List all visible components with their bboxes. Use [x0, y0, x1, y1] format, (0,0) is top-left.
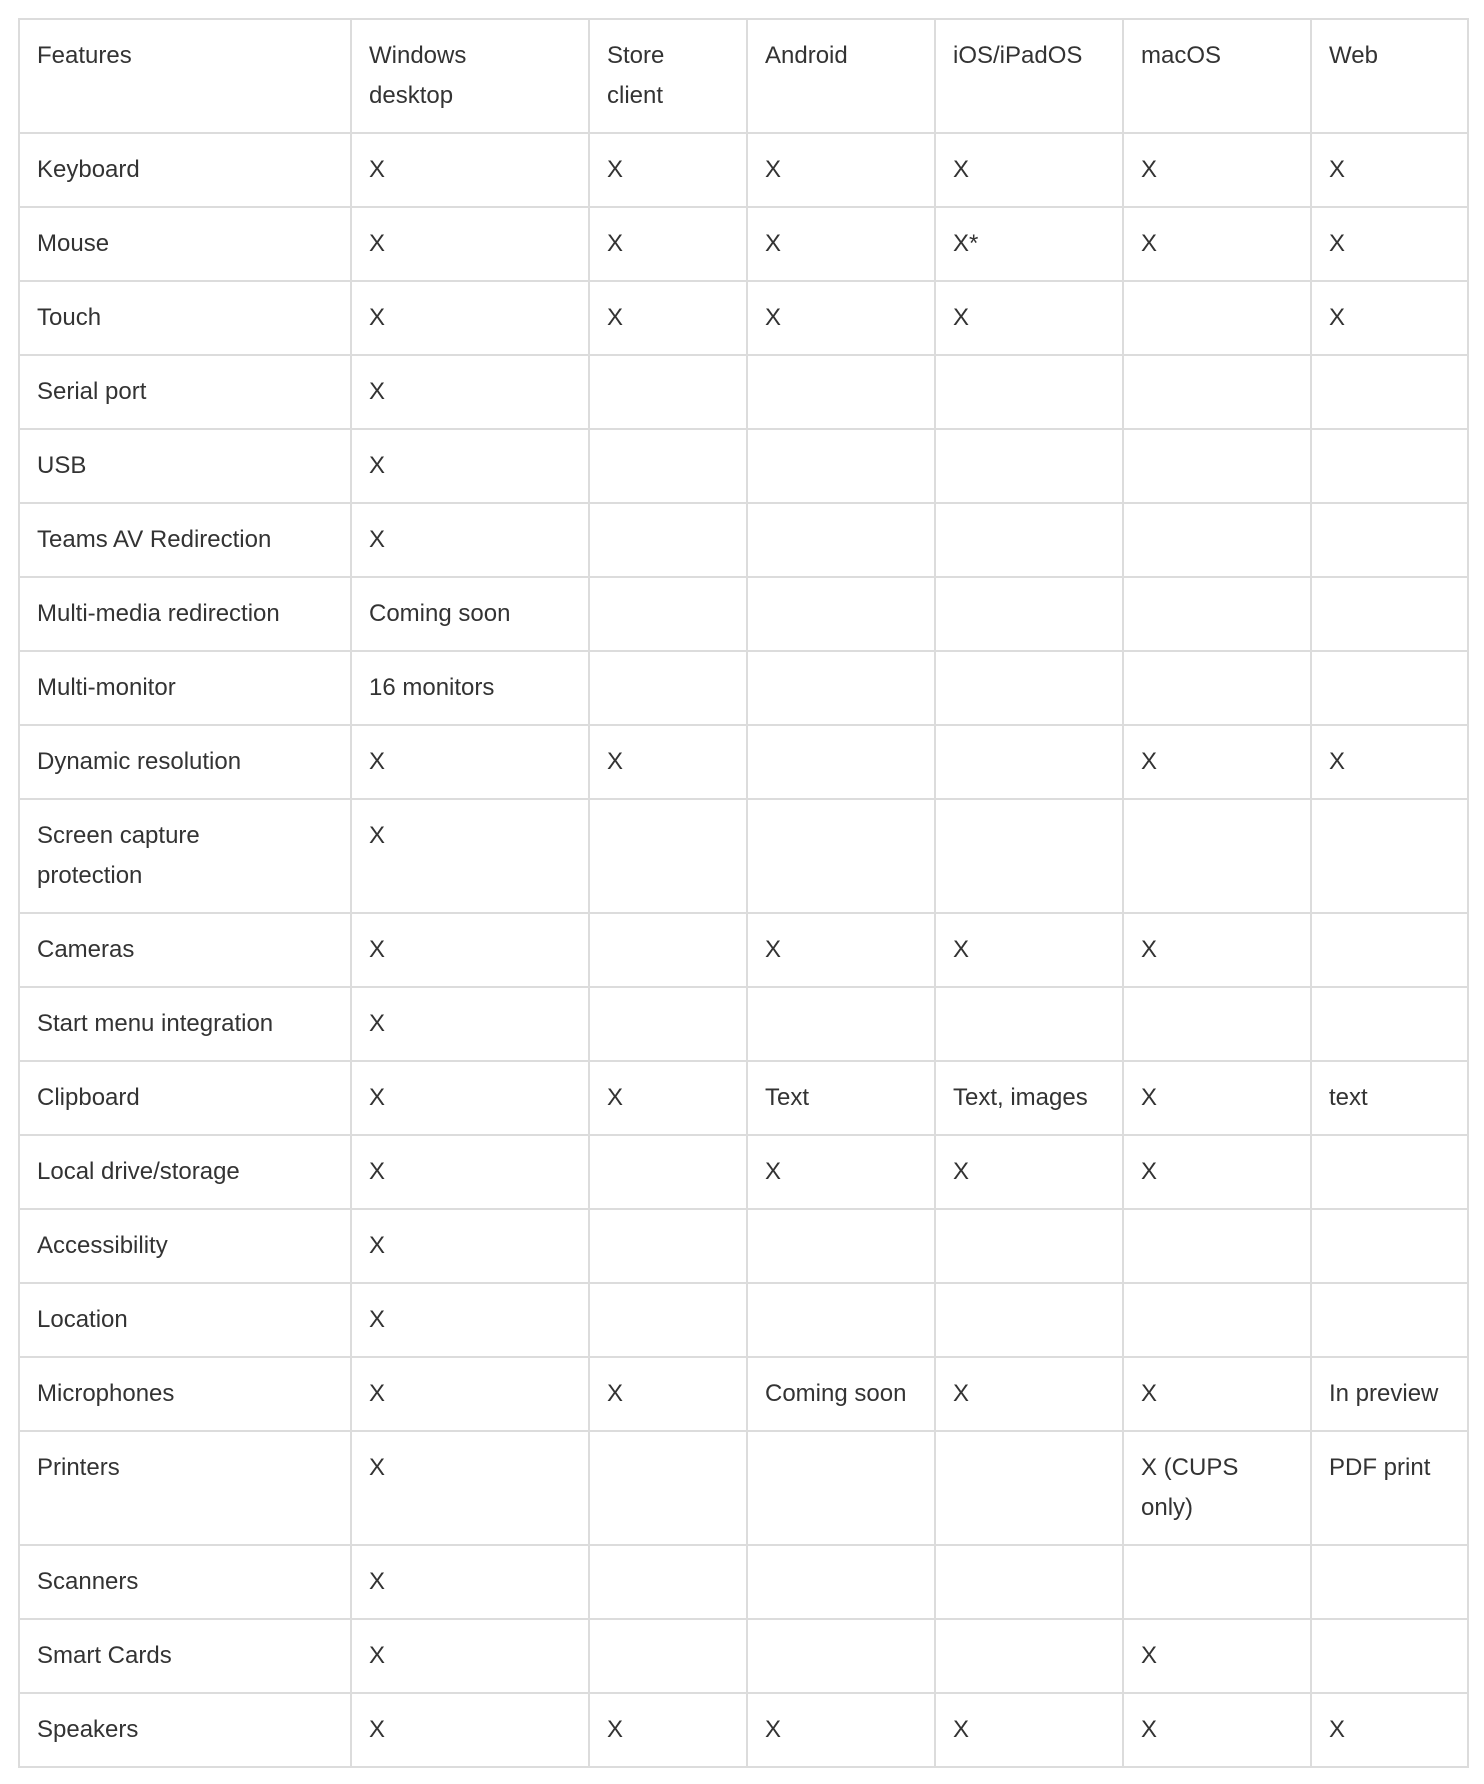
support-cell-android — [747, 725, 935, 799]
support-value: X — [369, 230, 386, 257]
table-row — [19, 429, 1468, 503]
feature-name: USB — [37, 452, 87, 479]
support-cell-android — [747, 1061, 935, 1135]
support-value: X — [765, 1716, 782, 1743]
feature-name-cell — [19, 651, 351, 725]
support-cell-ios-ipados — [935, 355, 1123, 429]
support-cell-ios-ipados — [935, 503, 1123, 577]
support-value: X — [1329, 304, 1346, 331]
support-cell-android — [747, 1619, 935, 1693]
support-value: X — [1141, 1642, 1158, 1669]
support-cell-android — [747, 503, 935, 577]
support-cell-macos — [1123, 1209, 1311, 1283]
support-value: X — [1141, 156, 1158, 183]
column-header-text: client — [607, 82, 664, 109]
support-cell-macos — [1123, 987, 1311, 1061]
feature-name: Printers — [37, 1454, 120, 1481]
support-cell-android — [747, 1693, 935, 1767]
support-value: X — [1329, 156, 1346, 183]
support-cell-windows-desktop — [351, 913, 589, 987]
feature-name: Serial port — [37, 378, 147, 405]
support-cell-windows-desktop — [351, 1431, 589, 1545]
support-value: X — [607, 1380, 624, 1407]
feature-name-cell — [19, 1135, 351, 1209]
support-cell-web — [1311, 1431, 1468, 1545]
feature-name-cell — [19, 913, 351, 987]
support-cell-windows-desktop — [351, 1357, 589, 1431]
support-cell-web — [1311, 1619, 1468, 1693]
support-cell-web — [1311, 1545, 1468, 1619]
support-value: X — [1141, 1716, 1158, 1743]
feature-name: Microphones — [37, 1380, 175, 1407]
support-cell-store-client — [589, 1545, 747, 1619]
support-cell-macos — [1123, 1135, 1311, 1209]
table-row — [19, 355, 1468, 429]
support-value: X — [765, 230, 782, 257]
table-row — [19, 1283, 1468, 1357]
support-cell-ios-ipados — [935, 913, 1123, 987]
support-value: X — [369, 1716, 386, 1743]
support-value: X — [369, 1232, 386, 1259]
support-cell-android — [747, 577, 935, 651]
support-cell-windows-desktop — [351, 1283, 589, 1357]
column-header-android — [747, 19, 935, 133]
support-cell-windows-desktop — [351, 651, 589, 725]
support-value: X — [369, 1306, 386, 1333]
table-row — [19, 1061, 1468, 1135]
support-cell-android — [747, 207, 935, 281]
support-cell-macos — [1123, 1693, 1311, 1767]
support-value: X — [1141, 230, 1158, 257]
table-row — [19, 207, 1468, 281]
support-cell-ios-ipados — [935, 1619, 1123, 1693]
support-cell-android — [747, 1431, 935, 1545]
feature-name-cell — [19, 799, 351, 913]
feature-name-cell — [19, 1357, 351, 1431]
support-cell-store-client — [589, 1619, 747, 1693]
feature-name-cell — [19, 577, 351, 651]
support-cell-web — [1311, 913, 1468, 987]
support-value: X — [953, 936, 970, 963]
support-cell-store-client — [589, 651, 747, 725]
column-header-text: Android — [765, 42, 848, 69]
support-cell-macos — [1123, 577, 1311, 651]
support-value: X (CUPS — [1141, 1454, 1239, 1481]
feature-name-cell — [19, 987, 351, 1061]
feature-name-cell — [19, 1431, 351, 1545]
feature-name: Smart Cards — [37, 1642, 172, 1669]
support-cell-store-client — [589, 1283, 747, 1357]
support-cell-store-client — [589, 1209, 747, 1283]
support-cell-windows-desktop — [351, 133, 589, 207]
column-header-store-client — [589, 19, 747, 133]
support-cell-macos — [1123, 503, 1311, 577]
support-value: PDF print — [1329, 1454, 1431, 1481]
support-cell-windows-desktop — [351, 577, 589, 651]
support-cell-android — [747, 987, 935, 1061]
feature-name-cell — [19, 503, 351, 577]
support-cell-web — [1311, 1135, 1468, 1209]
table-row — [19, 503, 1468, 577]
feature-support-table — [18, 18, 1469, 1768]
table-row — [19, 1357, 1468, 1431]
feature-name: Cameras — [37, 936, 135, 963]
support-cell-android — [747, 799, 935, 913]
feature-name: Teams AV Redirection — [37, 526, 272, 553]
column-header-text: Windows — [369, 42, 467, 69]
table-row — [19, 1545, 1468, 1619]
column-header-text: Features — [37, 42, 132, 69]
column-header-text: desktop — [369, 82, 454, 109]
table-row — [19, 1693, 1468, 1767]
support-value: Coming soon — [369, 600, 511, 627]
support-cell-android — [747, 281, 935, 355]
support-value: only) — [1141, 1494, 1194, 1521]
feature-name-cell — [19, 1619, 351, 1693]
support-cell-store-client — [589, 1061, 747, 1135]
table-row — [19, 1431, 1468, 1545]
feature-name: Dynamic resolution — [37, 748, 242, 775]
feature-name: Start menu integration — [37, 1010, 274, 1037]
support-cell-ios-ipados — [935, 1431, 1123, 1545]
support-value: X — [607, 304, 624, 331]
table-row — [19, 651, 1468, 725]
table-row — [19, 725, 1468, 799]
support-cell-windows-desktop — [351, 1135, 589, 1209]
support-value: X — [953, 1158, 970, 1185]
support-value: X — [369, 1010, 386, 1037]
support-cell-ios-ipados — [935, 651, 1123, 725]
support-value: X — [1329, 748, 1346, 775]
support-cell-store-client — [589, 577, 747, 651]
support-cell-ios-ipados — [935, 725, 1123, 799]
feature-name-cell — [19, 133, 351, 207]
support-cell-android — [747, 1209, 935, 1283]
support-cell-macos — [1123, 1061, 1311, 1135]
support-value: X — [607, 156, 624, 183]
support-cell-store-client — [589, 1357, 747, 1431]
support-value: X — [369, 1454, 386, 1481]
support-cell-windows-desktop — [351, 1693, 589, 1767]
support-cell-android — [747, 913, 935, 987]
support-cell-windows-desktop — [351, 503, 589, 577]
support-cell-ios-ipados — [935, 1693, 1123, 1767]
support-value: X — [369, 1380, 386, 1407]
support-cell-android — [747, 133, 935, 207]
support-cell-store-client — [589, 429, 747, 503]
support-cell-macos — [1123, 1357, 1311, 1431]
feature-name-cell — [19, 429, 351, 503]
feature-name-cell — [19, 1283, 351, 1357]
support-cell-web — [1311, 281, 1468, 355]
column-header-text: iOS/iPadOS — [953, 42, 1083, 69]
column-header-features — [19, 19, 351, 133]
support-value: X — [369, 452, 386, 479]
feature-name: Accessibility — [37, 1232, 168, 1259]
support-cell-web — [1311, 1209, 1468, 1283]
support-cell-ios-ipados — [935, 1357, 1123, 1431]
support-value: 16 monitors — [369, 674, 495, 701]
support-value: X — [1141, 748, 1158, 775]
feature-name-cell — [19, 1209, 351, 1283]
support-cell-web — [1311, 799, 1468, 913]
feature-name: Keyboard — [37, 156, 140, 183]
support-value: X — [1329, 1716, 1346, 1743]
support-value: text — [1329, 1084, 1368, 1111]
support-value: X — [953, 304, 970, 331]
column-header-text: Store — [607, 42, 665, 69]
support-cell-store-client — [589, 281, 747, 355]
support-cell-macos — [1123, 1283, 1311, 1357]
support-cell-windows-desktop — [351, 1619, 589, 1693]
support-cell-web — [1311, 207, 1468, 281]
support-value: X — [765, 1158, 782, 1185]
support-cell-windows-desktop — [351, 1061, 589, 1135]
support-value: X — [1141, 1084, 1158, 1111]
support-cell-store-client — [589, 913, 747, 987]
support-cell-macos — [1123, 799, 1311, 913]
support-cell-macos — [1123, 429, 1311, 503]
feature-support-table-container — [18, 18, 1469, 1768]
feature-name: Screen capture — [37, 822, 200, 849]
feature-name-cell — [19, 1061, 351, 1135]
support-value: X — [369, 748, 386, 775]
table-header-row — [19, 19, 1468, 133]
support-cell-windows-desktop — [351, 429, 589, 503]
support-value: X — [1141, 936, 1158, 963]
support-value: Text — [765, 1084, 810, 1111]
support-cell-ios-ipados — [935, 133, 1123, 207]
support-cell-web — [1311, 429, 1468, 503]
support-cell-ios-ipados — [935, 281, 1123, 355]
support-cell-android — [747, 1545, 935, 1619]
support-cell-ios-ipados — [935, 1061, 1123, 1135]
feature-name-cell — [19, 207, 351, 281]
support-cell-ios-ipados — [935, 207, 1123, 281]
table-row — [19, 987, 1468, 1061]
support-cell-web — [1311, 1693, 1468, 1767]
support-cell-macos — [1123, 133, 1311, 207]
feature-name: Touch — [37, 304, 102, 331]
support-cell-macos — [1123, 355, 1311, 429]
feature-name: Clipboard — [37, 1084, 140, 1111]
support-cell-windows-desktop — [351, 987, 589, 1061]
column-header-ios-ipados — [935, 19, 1123, 133]
feature-name-cell — [19, 725, 351, 799]
column-header-windows-desktop — [351, 19, 589, 133]
support-value: X — [607, 230, 624, 257]
table-row — [19, 913, 1468, 987]
support-cell-ios-ipados — [935, 987, 1123, 1061]
support-cell-windows-desktop — [351, 1545, 589, 1619]
support-cell-windows-desktop — [351, 725, 589, 799]
support-cell-store-client — [589, 503, 747, 577]
support-value: X — [765, 304, 782, 331]
column-header-text: Web — [1329, 42, 1378, 69]
table-row — [19, 799, 1468, 913]
support-value: Text, images — [953, 1084, 1088, 1111]
support-value: X — [369, 156, 386, 183]
support-value: X — [369, 1158, 386, 1185]
feature-name: Scanners — [37, 1568, 139, 1595]
support-value: X — [369, 304, 386, 331]
support-cell-store-client — [589, 133, 747, 207]
support-cell-ios-ipados — [935, 429, 1123, 503]
support-value: X — [765, 156, 782, 183]
table-row — [19, 133, 1468, 207]
feature-name-cell — [19, 1693, 351, 1767]
table-row — [19, 281, 1468, 355]
support-value: X — [953, 1716, 970, 1743]
support-cell-web — [1311, 577, 1468, 651]
feature-name: Multi-monitor — [37, 674, 176, 701]
support-value: X — [607, 1716, 624, 1743]
support-cell-macos — [1123, 281, 1311, 355]
support-value: X — [953, 1380, 970, 1407]
support-cell-macos — [1123, 207, 1311, 281]
column-header-web — [1311, 19, 1468, 133]
support-cell-macos — [1123, 913, 1311, 987]
support-cell-store-client — [589, 1693, 747, 1767]
support-cell-web — [1311, 503, 1468, 577]
support-cell-store-client — [589, 799, 747, 913]
support-cell-windows-desktop — [351, 281, 589, 355]
support-cell-store-client — [589, 1135, 747, 1209]
feature-name: Location — [37, 1306, 128, 1333]
support-cell-store-client — [589, 1431, 747, 1545]
support-cell-web — [1311, 725, 1468, 799]
support-value: X — [369, 526, 386, 553]
support-cell-web — [1311, 651, 1468, 725]
table-row — [19, 1209, 1468, 1283]
support-cell-android — [747, 355, 935, 429]
support-cell-ios-ipados — [935, 1283, 1123, 1357]
support-value: X* — [953, 230, 979, 257]
feature-name-cell — [19, 281, 351, 355]
column-header-macos — [1123, 19, 1311, 133]
support-value: X — [765, 936, 782, 963]
support-cell-macos — [1123, 1619, 1311, 1693]
support-cell-store-client — [589, 207, 747, 281]
support-cell-android — [747, 1357, 935, 1431]
support-value: X — [1329, 230, 1346, 257]
support-cell-android — [747, 1283, 935, 1357]
support-cell-web — [1311, 133, 1468, 207]
support-cell-macos — [1123, 1431, 1311, 1545]
feature-name-cell — [19, 1545, 351, 1619]
feature-name: protection — [37, 862, 143, 889]
support-cell-ios-ipados — [935, 1545, 1123, 1619]
support-cell-android — [747, 1135, 935, 1209]
support-cell-web — [1311, 987, 1468, 1061]
support-cell-macos — [1123, 1545, 1311, 1619]
support-cell-ios-ipados — [935, 1209, 1123, 1283]
support-cell-store-client — [589, 355, 747, 429]
support-cell-windows-desktop — [351, 799, 589, 913]
support-value: X — [607, 1084, 624, 1111]
support-cell-windows-desktop — [351, 355, 589, 429]
support-cell-android — [747, 651, 935, 725]
table-row — [19, 1619, 1468, 1693]
support-value: Coming soon — [765, 1380, 907, 1407]
support-cell-ios-ipados — [935, 577, 1123, 651]
support-cell-web — [1311, 1061, 1468, 1135]
support-value: X — [369, 822, 386, 849]
support-value: In preview — [1329, 1380, 1439, 1407]
support-cell-macos — [1123, 651, 1311, 725]
support-cell-web — [1311, 1357, 1468, 1431]
support-value: X — [607, 748, 624, 775]
support-value: X — [369, 1568, 386, 1595]
feature-name: Speakers — [37, 1716, 139, 1743]
support-cell-ios-ipados — [935, 799, 1123, 913]
support-cell-store-client — [589, 987, 747, 1061]
support-cell-web — [1311, 355, 1468, 429]
table-row — [19, 1135, 1468, 1209]
support-cell-macos — [1123, 725, 1311, 799]
support-value: X — [1141, 1158, 1158, 1185]
table-row — [19, 577, 1468, 651]
support-value: X — [369, 936, 386, 963]
support-value: X — [369, 378, 386, 405]
support-value: X — [369, 1084, 386, 1111]
support-cell-web — [1311, 1283, 1468, 1357]
support-cell-windows-desktop — [351, 1209, 589, 1283]
feature-name: Mouse — [37, 230, 110, 257]
support-value: X — [953, 156, 970, 183]
support-value: X — [369, 1642, 386, 1669]
support-cell-android — [747, 429, 935, 503]
table-body — [19, 133, 1468, 1767]
feature-name-cell — [19, 355, 351, 429]
support-cell-store-client — [589, 725, 747, 799]
column-header-text: macOS — [1141, 42, 1222, 69]
support-value: X — [1141, 1380, 1158, 1407]
feature-name: Local drive/storage — [37, 1158, 240, 1185]
support-cell-ios-ipados — [935, 1135, 1123, 1209]
feature-name: Multi-media redirection — [37, 600, 280, 627]
support-cell-windows-desktop — [351, 207, 589, 281]
